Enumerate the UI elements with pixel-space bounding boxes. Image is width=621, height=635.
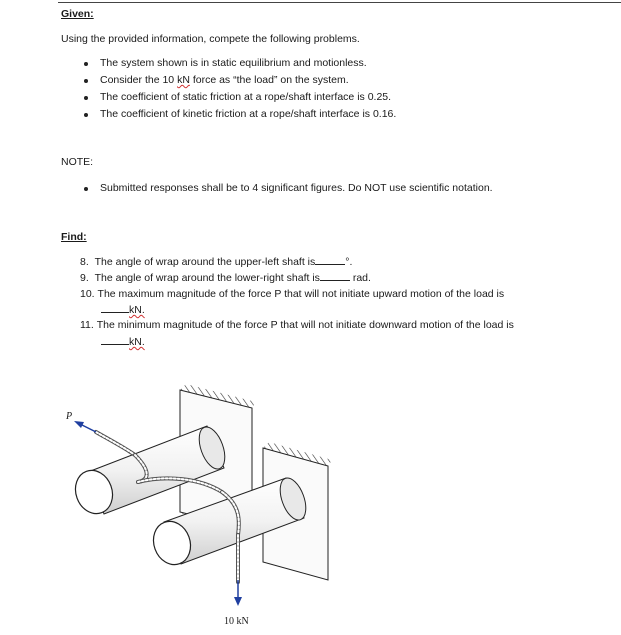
note-heading: NOTE: [61,156,94,168]
load-arrow [234,580,242,606]
given-bullet-2-unit: kN [177,74,190,86]
find-heading: Find: [61,231,87,243]
note-bullet: Submitted responses shall be to 4 significant figures. Do NOT use scientific notation. [100,182,493,194]
item-unit: °. [345,256,353,268]
item-unit: kN. [129,304,145,316]
given-bullet-2-post: force as “the load” on the system. [192,74,349,86]
force-p-arrow [74,421,96,432]
item-number: 11. [80,319,94,331]
force-p-label: P [66,411,73,422]
item-text: The maximum magnitude of the force P that will not initiate upward motion of the load is [97,288,505,300]
item-text: The minimum magnitude of the force P that will not initiate downward motion of the load is [96,319,514,331]
item-text: The angle of wrap around the upper-left shaft is [94,256,316,268]
given-bullet-2-pre: Consider the 10 [100,74,175,86]
load-label: 10 kN [224,616,249,627]
given-bullet-1: The system shown is in static equilibrium and motionless. [100,57,367,69]
given-heading: Given: [61,8,94,20]
item-unit: rad. [352,272,371,284]
item-number: 8. [80,256,89,268]
item-unit: kN. [129,336,145,348]
item-text: The angle of wrap around the lower-right shaft is [94,272,320,284]
given-intro: Using the provided information, compete the following problems. [61,33,360,45]
item-number: 10. [80,288,95,300]
item-number: 9. [80,272,89,284]
given-bullet-4: The coefficient of kinetic friction at a rope/shaft interface is 0.16. [100,108,397,120]
given-bullet-3: The coefficient of static friction at a rope/shaft interface is 0.25. [100,91,392,103]
